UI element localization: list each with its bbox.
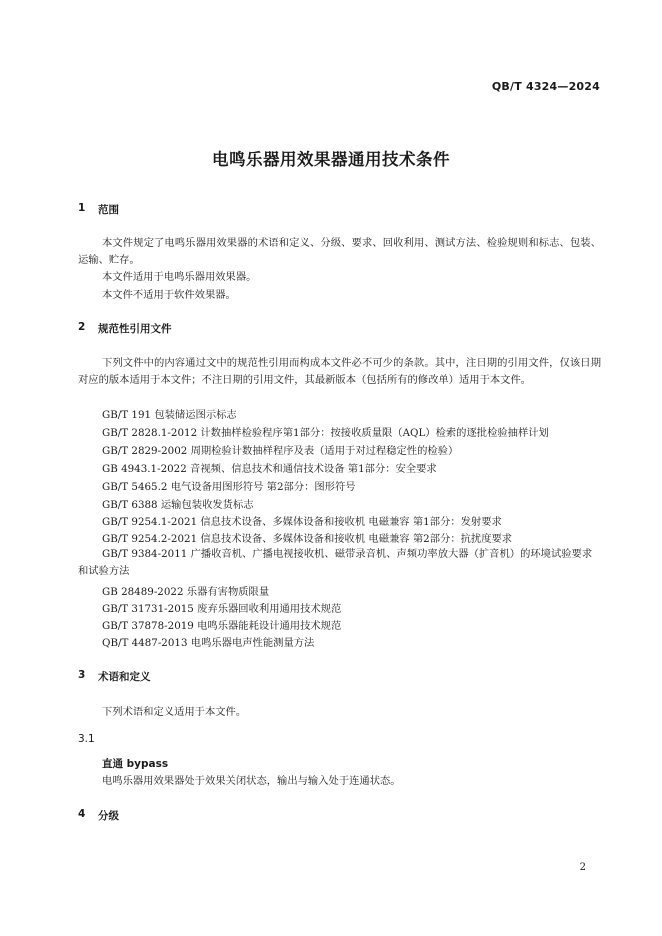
terms-intro: 下列术语和定义适用于本文件。 xyxy=(102,706,247,718)
section-2-title: 规范性引用文件 xyxy=(98,323,172,335)
section-3-heading xyxy=(78,669,151,684)
reference-item: GB/T 6388 运输包装收发货标志 xyxy=(102,499,254,511)
section-1-title: 范围 xyxy=(98,204,119,216)
section-1-heading xyxy=(78,202,119,217)
standard-code: QB/T 4324—2024 xyxy=(491,80,600,93)
term-definition: 电鸣乐器用效果器处于效果关闭状态，输出与输入处于连通状态。 xyxy=(102,775,401,787)
reference-item: GB 4943.1-2022 音视频、信息技术和通信技术设备 第1部分：安全要求 xyxy=(102,463,437,475)
reference-item: GB/T 9384-2011 广播收音机、广播电视接收机、磁带录音机、声频功率放大器（扩音机）的环境试验要求和试验方法 xyxy=(78,548,593,577)
reference-item: GB/T 2828.1-2012 计数抽样检验程序第1部分：按接收质量限（AQL）检索的逐批检验抽样计划 xyxy=(102,427,549,439)
page-number: 2 xyxy=(579,862,586,873)
section-4-number: 4 xyxy=(78,808,86,820)
reference-item: QB/T 4487-2013 电鸣乐器电声性能测量方法 xyxy=(102,637,315,649)
term-bypass: 直通 bypass xyxy=(102,758,169,770)
document-title: 电鸣乐器用效果器通用技术条件 xyxy=(212,150,450,169)
reference-item: GB/T 37878-2019 电鸣乐器能耗设计通用技术规范 xyxy=(102,620,342,632)
scope-paragraph-2: 本文件适用于电鸣乐器用效果器。 xyxy=(102,271,257,283)
reference-item: GB/T 31731-2015 废弃乐器回收利用通用技术规范 xyxy=(102,603,342,615)
references-intro: 下列文件中的内容通过文中的规范性引用而构成本文件必不可少的条款。其中，注日期的引用文件，仅该日期对应的版本适用于本文件；不注日期的引用文件，其最新版本（包括所有的修改单）适用于本文件。 xyxy=(78,357,601,386)
section-2-heading xyxy=(78,321,172,336)
subclause-number: 3.1 xyxy=(78,733,95,745)
reference-item: GB 28489-2022 乐器有害物质限量 xyxy=(102,586,270,598)
scope-paragraph-3: 本文件不适用于软件效果器。 xyxy=(102,289,236,301)
section-1-number: 1 xyxy=(78,202,86,214)
reference-item: GB/T 9254.2-2021 信息技术设备、多媒体设备和接收机 电磁兼容 第2部分：抗扰度要求 xyxy=(102,533,513,545)
section-3-number: 3 xyxy=(78,669,86,681)
section-4-title: 分级 xyxy=(98,810,119,822)
section-2-number: 2 xyxy=(78,321,86,333)
reference-item: GB/T 5465.2 电气设备用图形符号 第2部分：图形符号 xyxy=(102,481,356,493)
reference-item: GB/T 2829-2002 周期检验计数抽样程序及表（适用于对过程稳定性的检验） xyxy=(102,445,459,457)
section-4-heading xyxy=(78,808,119,823)
reference-item: GB/T 9254.1-2021 信息技术设备、多媒体设备和接收机 电磁兼容 第1部分：发射要求 xyxy=(102,516,502,528)
section-3-title: 术语和定义 xyxy=(98,671,151,683)
reference-item: GB/T 191 包装储运图示标志 xyxy=(102,409,237,421)
scope-paragraph-1: 本文件规定了电鸣乐器用效果器的术语和定义、分级、要求、回收利用、测试方法、检验规则和标志、包装、运输、贮存。 xyxy=(78,237,601,266)
